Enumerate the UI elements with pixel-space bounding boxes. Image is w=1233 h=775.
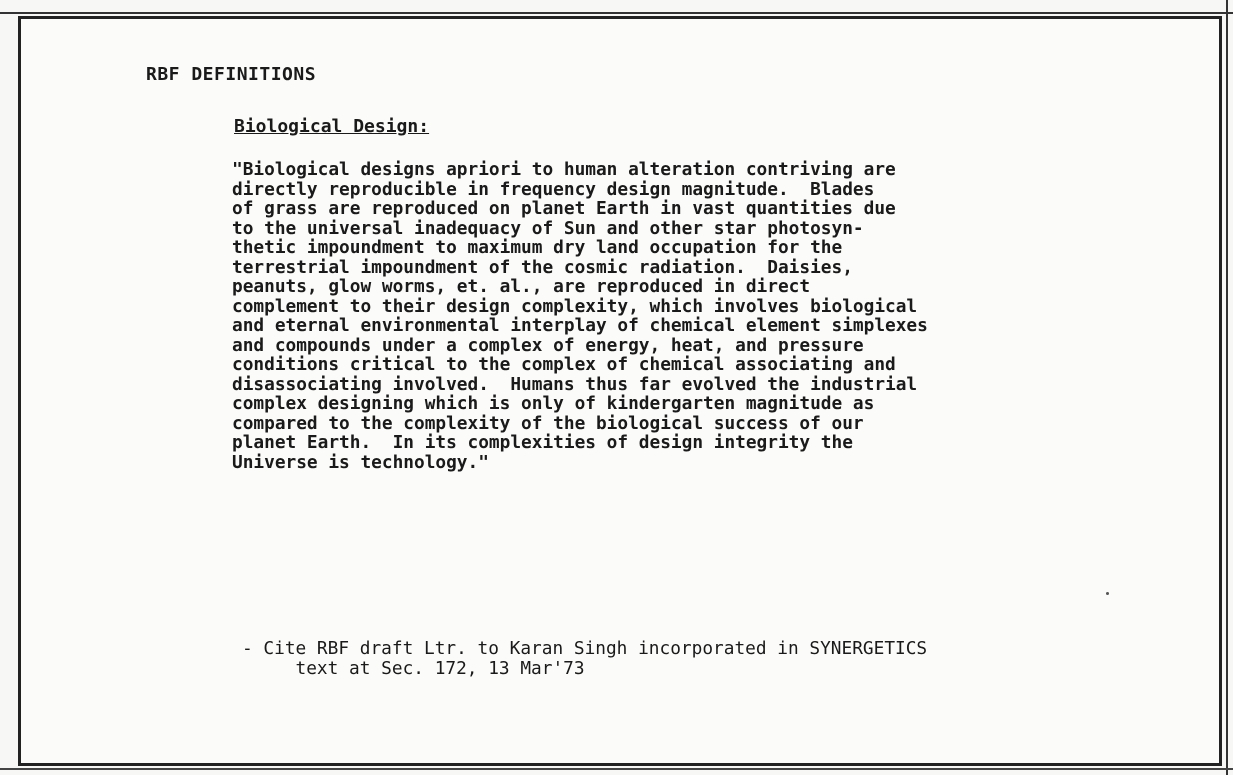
quote-line: of grass are reproduced on planet Earth in vast quantities due (232, 198, 896, 219)
page-right-rule (1226, 0, 1228, 775)
page-bottom-rule (0, 768, 1233, 770)
quote-line: conditions critical to the complex of chemical associating and (232, 354, 896, 375)
page-heading: RBF DEFINITIONS (146, 64, 317, 85)
quote-line: "Biological designs apriori to human alteration contriving are (232, 159, 896, 180)
quote-line: and eternal environmental interplay of chemical element simplexes (232, 315, 928, 336)
quote-line: disassociating involved. Humans thus far evolved the industrial (232, 373, 918, 395)
quote-line: Universe is technology." (232, 451, 489, 473)
quote-line: peanuts, glow worms, et. al., are reproduced in direct (232, 276, 811, 297)
citation (242, 639, 1182, 679)
quote-line: planet Earth. In its complexities of design integrity the (232, 432, 853, 453)
quote-line: complement to their design complexity, which involves biological (232, 295, 918, 317)
quote-line: complex designing which is only of kindergarten magnitude as (232, 393, 875, 414)
quote-line: thetic impoundment to maximum dry land occupation for the (232, 237, 843, 258)
quote-line: compared to the complexity of the biological success of our (232, 412, 864, 434)
citation-line: text at Sec. 172, 13 Mar'73 (242, 658, 585, 679)
quote-line: and compounds under a complex of energy, heat, and pressure (232, 334, 864, 356)
term-title: Biological Design: (234, 116, 430, 137)
citation-line: - Cite RBF draft Ltr. to Karan Singh incorporated in SYNERGETICS (242, 638, 928, 659)
quote-line: to the universal inadequacy of Sun and other star photosyn- (232, 217, 864, 239)
page-top-rule (0, 12, 1233, 14)
stray-mark (1106, 592, 1109, 595)
quote-line: directly reproducible in frequency design magnitude. Blades (232, 178, 875, 200)
definition-quote (232, 160, 1172, 472)
quote-line: terrestrial impoundment of the cosmic radiation. Daisies, (232, 256, 853, 278)
